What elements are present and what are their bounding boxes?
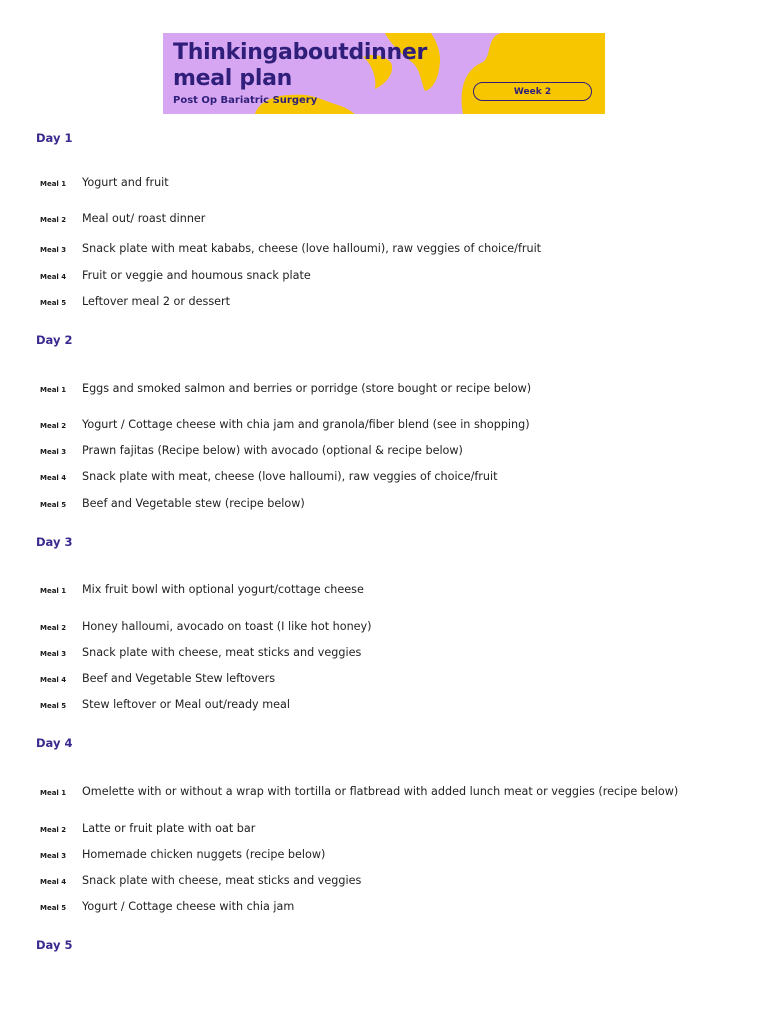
- meal-description: Yogurt and fruit: [82, 176, 169, 189]
- meal-label: Meal 5: [40, 501, 67, 509]
- meal-label: Meal 2: [40, 422, 67, 430]
- meal-row: [0, 497, 768, 513]
- meal-label: Meal 2: [40, 826, 67, 834]
- meal-description: Omelette with or without a wrap with tortilla or flatbread with added lunch meat or veggies (recipe below): [82, 785, 679, 798]
- meal-label: Meal 3: [40, 852, 67, 860]
- meal-label: Meal 1: [40, 587, 67, 595]
- day-heading: Day 1: [36, 131, 73, 145]
- meal-label: Meal 4: [40, 474, 67, 482]
- meal-row: [0, 269, 768, 285]
- meal-description: Homemade chicken nuggets (recipe below): [82, 848, 326, 861]
- meal-label: Meal 2: [40, 624, 67, 632]
- week-badge: Week 2: [473, 82, 592, 101]
- meal-description: Fruit or veggie and houmous snack plate: [82, 269, 311, 282]
- meal-row: [0, 874, 768, 890]
- meal-row: [0, 848, 768, 864]
- meal-label: Meal 1: [40, 386, 67, 394]
- meal-row: [0, 620, 768, 636]
- meal-label: Meal 5: [40, 702, 67, 710]
- meal-description: Beef and Vegetable stew (recipe below): [82, 497, 305, 510]
- meal-description: Snack plate with cheese, meat sticks and veggies: [82, 874, 362, 887]
- meal-row: [0, 646, 768, 662]
- meal-description: Prawn fajitas (Recipe below) with avocado (optional & recipe below): [82, 444, 463, 457]
- page-subtitle: Post Op Bariatric Surgery: [173, 95, 318, 106]
- meal-row: [0, 822, 768, 838]
- meal-row: [0, 672, 768, 688]
- meal-label: Meal 3: [40, 650, 67, 658]
- meal-description: Eggs and smoked salmon and berries or porridge (store bought or recipe below): [82, 382, 532, 395]
- meal-label: Meal 2: [40, 216, 67, 224]
- meal-description: Yogurt / Cottage cheese with chia jam and granola/fiber blend (see in shopping): [82, 418, 530, 431]
- meal-description: Mix fruit bowl with optional yogurt/cottage cheese: [82, 583, 364, 596]
- title-line-1: Thinkingaboutdinner: [173, 40, 428, 65]
- meal-row: [0, 295, 768, 311]
- meal-row: [0, 176, 768, 192]
- meal-label: Meal 4: [40, 273, 67, 281]
- meal-description: Latte or fruit plate with oat bar: [82, 822, 256, 835]
- meal-label: Meal 5: [40, 299, 67, 307]
- meal-row: [0, 785, 768, 801]
- meal-description: Meal out/ roast dinner: [82, 212, 206, 225]
- meal-description: Leftover meal 2 or dessert: [82, 295, 231, 308]
- meal-description: Stew leftover or Meal out/ready meal: [82, 698, 290, 711]
- meal-row: [0, 444, 768, 460]
- header-banner: [163, 33, 605, 114]
- meal-row: [0, 900, 768, 916]
- meal-row: [0, 470, 768, 486]
- meal-row: [0, 212, 768, 228]
- day-heading: Day 3: [36, 535, 73, 549]
- meal-row: [0, 698, 768, 714]
- meal-description: Snack plate with meat kababs, cheese (love halloumi), raw veggies of choice/fruit: [82, 242, 542, 255]
- meal-description: Snack plate with cheese, meat sticks and veggies: [82, 646, 362, 659]
- day-heading: Day 4: [36, 736, 73, 750]
- page-title: [173, 40, 427, 92]
- meal-label: Meal 3: [40, 246, 67, 254]
- meal-row: [0, 418, 768, 434]
- meal-row: [0, 242, 768, 258]
- meal-description: Honey halloumi, avocado on toast (I like hot honey): [82, 620, 372, 633]
- day-heading: Day 2: [36, 333, 73, 347]
- meal-label: Meal 3: [40, 448, 67, 456]
- meal-row: [0, 382, 768, 398]
- meal-label: Meal 4: [40, 878, 67, 886]
- meal-label: Meal 4: [40, 676, 67, 684]
- meal-description: Snack plate with meat, cheese (love halloumi), raw veggies of choice/fruit: [82, 470, 498, 483]
- meal-description: Beef and Vegetable Stew leftovers: [82, 672, 276, 685]
- meal-description: Yogurt / Cottage cheese with chia jam: [82, 900, 295, 913]
- meal-row: [0, 583, 768, 599]
- meal-label: Meal 5: [40, 904, 67, 912]
- meal-label: Meal 1: [40, 789, 67, 797]
- day-heading: Day 5: [36, 938, 73, 952]
- title-line-2: meal plan: [173, 66, 292, 91]
- meal-label: Meal 1: [40, 180, 67, 188]
